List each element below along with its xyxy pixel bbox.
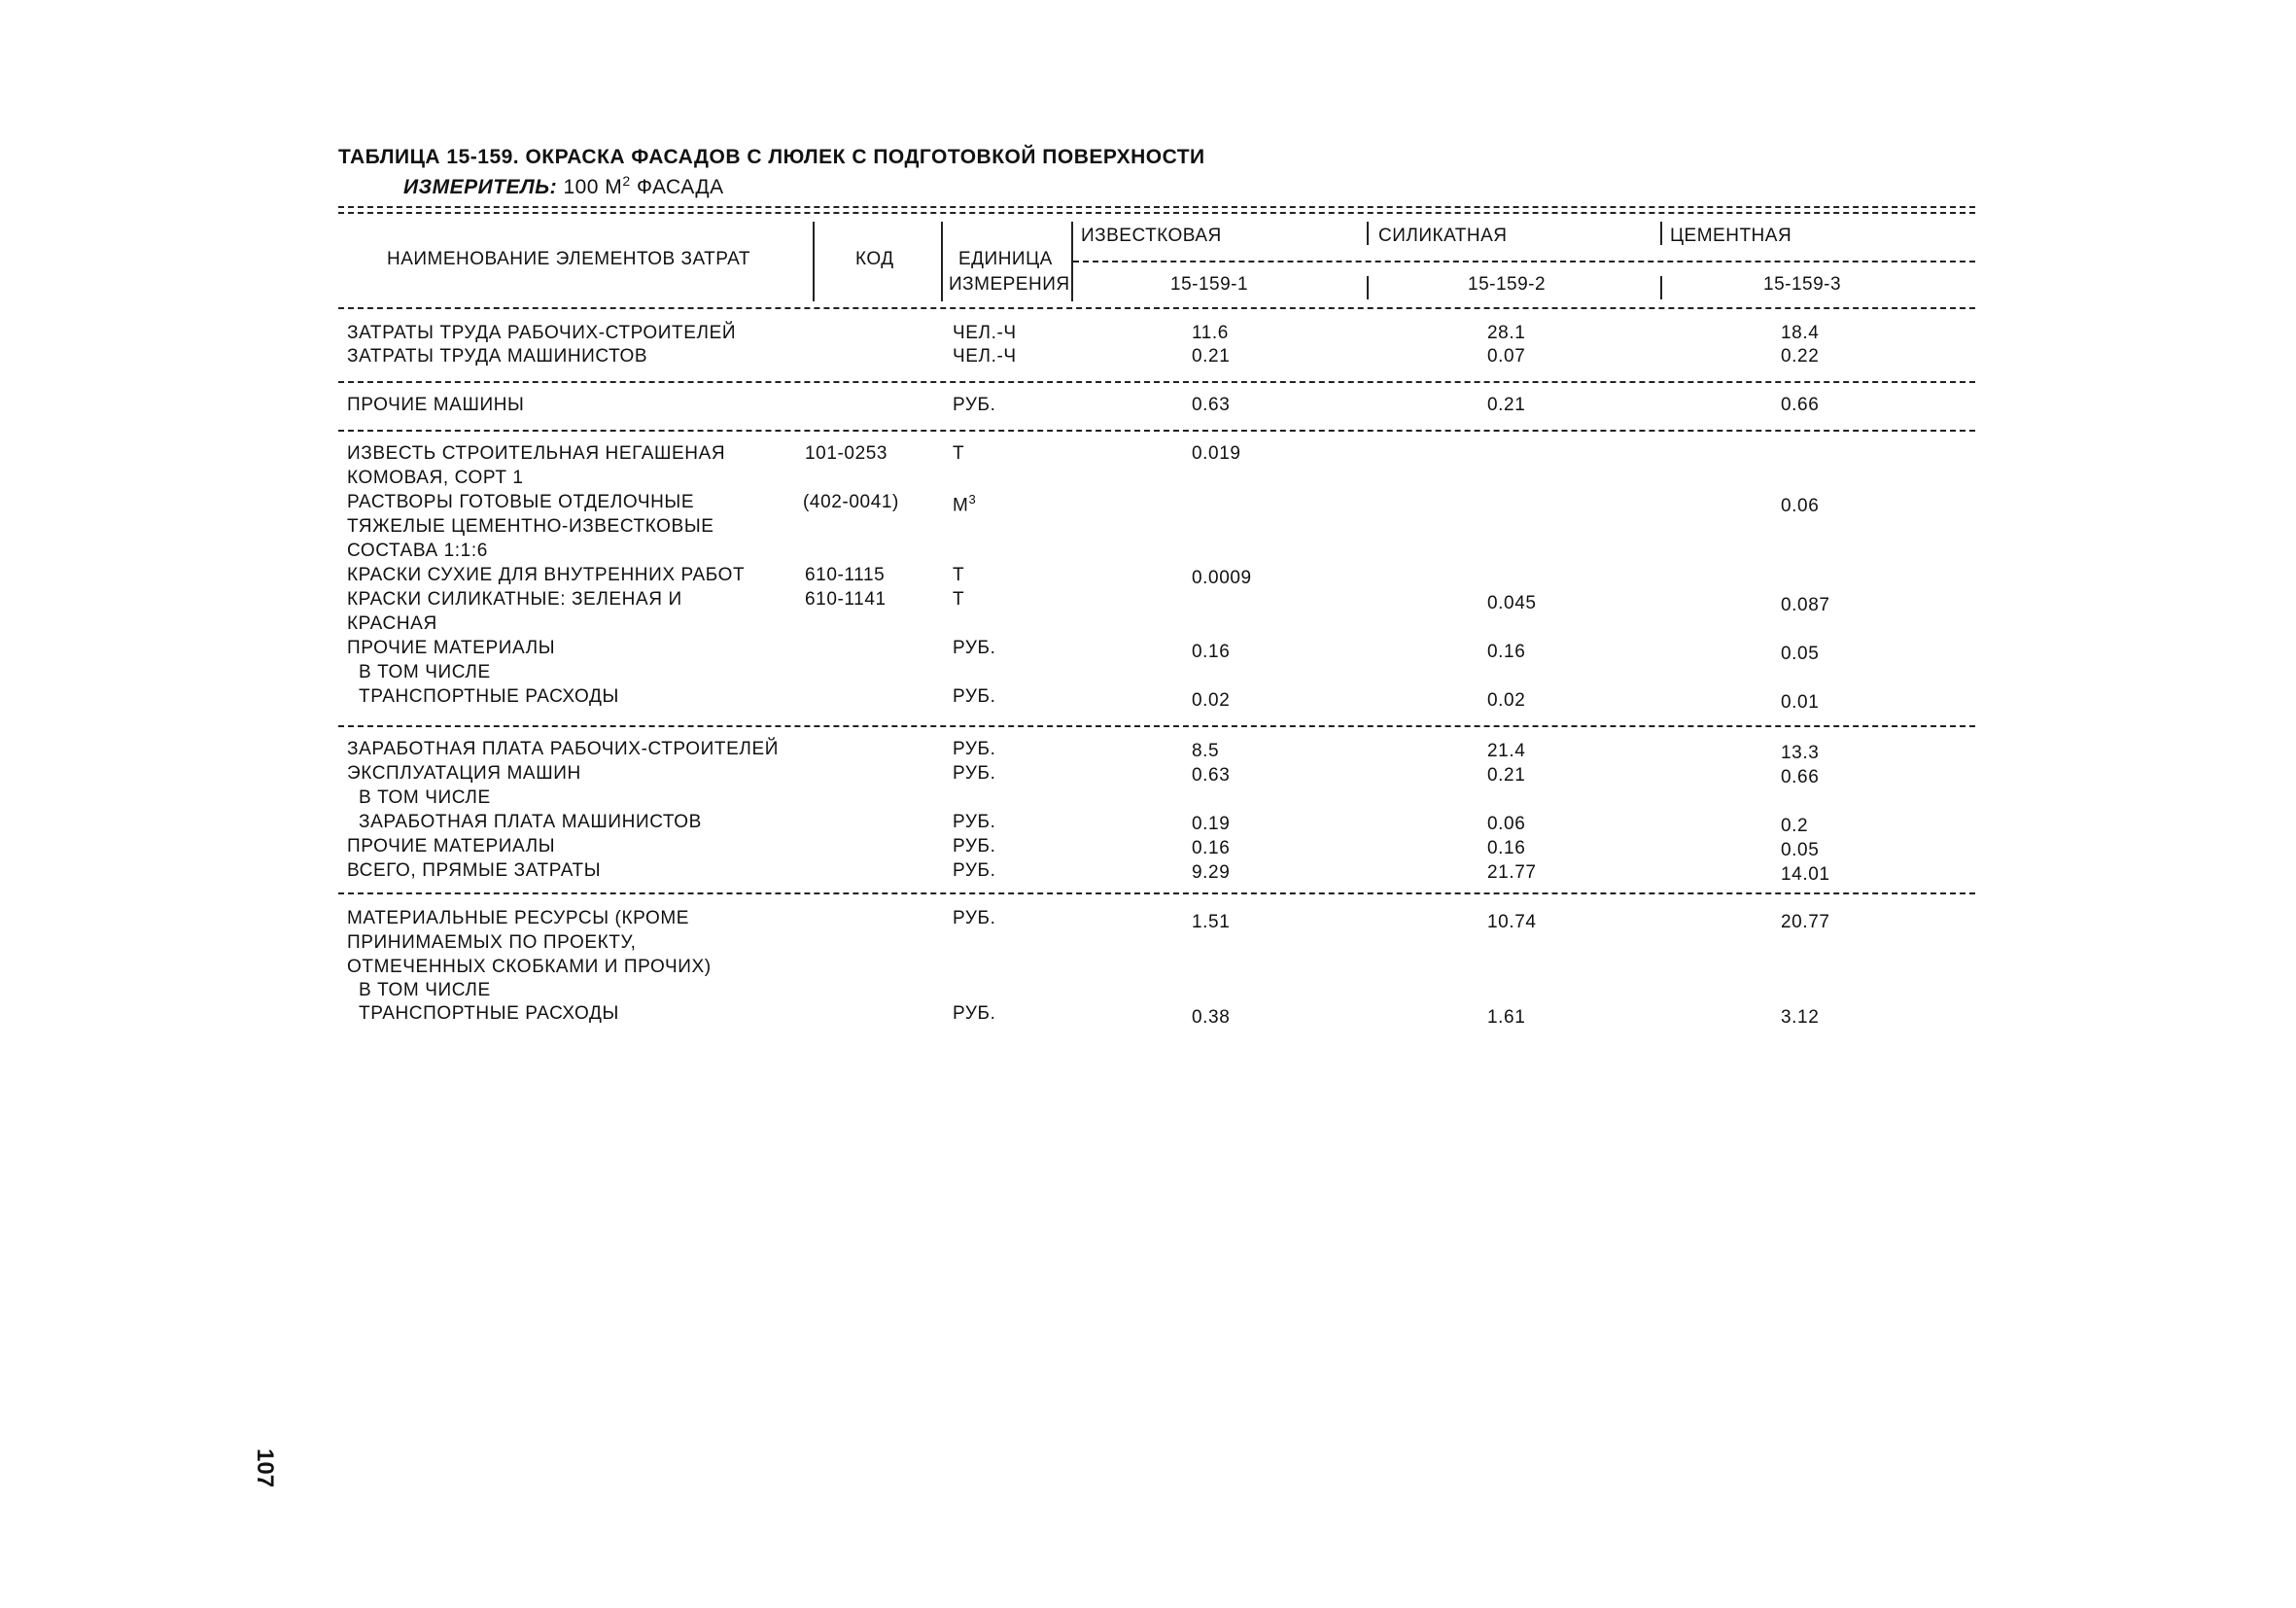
row-value: 0.05 (1781, 840, 1820, 860)
row-value: 0.16 (1487, 838, 1526, 858)
row-value: 0.05 (1781, 644, 1820, 664)
row-value: 0.66 (1781, 767, 1820, 787)
row-name: ЗАТРАТЫ ТРУДА РАБОЧИХ-СТРОИТЕЛЕЙ (347, 323, 737, 343)
header-col3-code: 15-159-3 (1763, 274, 1842, 295)
row-value: 0.2 (1781, 816, 1809, 836)
header-separator (1660, 222, 1662, 245)
row-value: 0.21 (1487, 765, 1526, 786)
divider (338, 307, 1975, 309)
row-name-continued: СОСТАВА 1:1:6 (347, 541, 488, 561)
row-value: 8.5 (1192, 741, 1220, 761)
row-unit: ЧЕЛ.-Ч (953, 346, 1017, 367)
row-name: МАТЕРИАЛЬНЫЕ РЕСУРСЫ (КРОМЕ (347, 908, 690, 928)
row-value: 0.66 (1781, 395, 1820, 415)
row-name: ТРАНСПОРТНЫЕ РАСХОДЫ (359, 1003, 619, 1024)
row-name: ЗАРАБОТНАЯ ПЛАТА РАБОЧИХ-СТРОИТЕЛЕЙ (347, 739, 779, 759)
header-unit-line1: ЕДИНИЦА (958, 249, 1053, 269)
divider (338, 212, 1975, 214)
row-value: 0.38 (1192, 1007, 1231, 1028)
row-value: 3.12 (1781, 1007, 1820, 1028)
row-unit: РУБ. (953, 812, 996, 832)
row-value: 13.3 (1781, 743, 1820, 763)
row-value: 0.02 (1487, 690, 1526, 711)
divider (338, 725, 1975, 727)
row-value: 0.21 (1192, 346, 1231, 367)
row-unit: РУБ. (953, 836, 996, 856)
row-value: 10.74 (1487, 912, 1537, 932)
row-unit: Т (953, 443, 965, 464)
row-unit (953, 492, 976, 516)
row-value: 1.51 (1192, 912, 1231, 932)
row-name: ИЗВЕСТЬ СТРОИТЕЛЬНАЯ НЕГАШЕНАЯ (347, 443, 726, 464)
header-separator (941, 222, 943, 301)
row-value: 0.22 (1781, 346, 1820, 367)
header-code: КОД (855, 249, 894, 269)
row-value: 0.087 (1781, 595, 1830, 615)
header-separator (813, 222, 815, 301)
row-name-continued: ОТМЕЧЕННЫХ СКОБКАМИ И ПРОЧИХ) (347, 957, 712, 977)
header-separator (1367, 222, 1369, 245)
row-name: ЗАТРАТЫ ТРУДА МАШИНИСТОВ (347, 346, 648, 367)
row-unit: РУБ. (953, 686, 996, 707)
row-value: 0.63 (1192, 765, 1231, 786)
row-value: 0.045 (1487, 593, 1537, 613)
row-name: КРАСКИ СИЛИКАТНЫЕ: ЗЕЛЕНАЯ И (347, 589, 682, 610)
row-unit: ЧЕЛ.-Ч (953, 323, 1017, 343)
row-unit: РУБ. (953, 860, 996, 881)
row-unit: Т (953, 589, 965, 610)
measure-suffix: ФАСАДА (636, 176, 724, 198)
row-subheading: В ТОМ ЧИСЛЕ (359, 662, 491, 682)
measure-exponent: 2 (622, 173, 631, 189)
row-name-continued: КОМОВАЯ, СОРТ 1 (347, 468, 524, 488)
row-unit: Т (953, 565, 965, 585)
row-name: ЗАРАБОТНАЯ ПЛАТА МАШИНИСТОВ (359, 812, 702, 832)
divider (338, 381, 1975, 383)
row-value: 0.06 (1487, 814, 1526, 834)
header-col1-code: 15-159-1 (1170, 274, 1249, 295)
row-value: 0.21 (1487, 395, 1526, 415)
row-value: 18.4 (1781, 323, 1820, 343)
row-value: 20.77 (1781, 912, 1830, 932)
header-separator (1367, 276, 1369, 299)
row-unit: РУБ. (953, 908, 996, 928)
row-value: 0.01 (1781, 692, 1820, 713)
row-unit: РУБ. (953, 739, 996, 759)
row-value: 14.01 (1781, 864, 1830, 885)
row-name: ПРОЧИЕ МАТЕРИАЛЫ (347, 836, 556, 856)
row-name: ВСЕГО, ПРЯМЫЕ ЗАТРАТЫ (347, 860, 602, 881)
row-unit: РУБ. (953, 638, 996, 658)
row-unit: РУБ. (953, 395, 996, 415)
row-value: 1.61 (1487, 1007, 1526, 1028)
row-name-continued: КРАСНАЯ (347, 613, 437, 634)
row-subheading: В ТОМ ЧИСЛЕ (359, 787, 491, 808)
row-name-continued: ТЯЖЕЛЫЕ ЦЕМЕНТНО-ИЗВЕСТКОВЫЕ (347, 516, 714, 537)
header-unit-line2: ИЗМЕРЕНИЯ (949, 274, 1070, 295)
header-col1-name: ИЗВЕСТКОВАЯ (1081, 226, 1222, 246)
row-code: 610-1141 (805, 589, 887, 610)
row-value: 0.019 (1192, 443, 1241, 464)
measure-value: 100 М (563, 176, 623, 198)
row-subheading: В ТОМ ЧИСЛЕ (359, 980, 491, 1000)
row-value: 0.16 (1192, 838, 1231, 858)
row-code: 101-0253 (805, 443, 888, 464)
row-value: 11.6 (1192, 323, 1229, 343)
divider (338, 206, 1975, 208)
row-name: КРАСКИ СУХИЕ ДЛЯ ВНУТРЕННИХ РАБОТ (347, 565, 746, 585)
row-value: 0.63 (1192, 395, 1231, 415)
row-name: ЭКСПЛУАТАЦИЯ МАШИН (347, 763, 581, 784)
row-value: 0.19 (1192, 814, 1231, 834)
row-value: 28.1 (1487, 323, 1526, 343)
row-name: ПРОЧИЕ МАШИНЫ (347, 395, 525, 415)
row-unit: РУБ. (953, 763, 996, 784)
row-value: 0.16 (1192, 642, 1231, 662)
row-value: 0.02 (1192, 690, 1231, 711)
measure-line (403, 173, 724, 199)
row-name: ТРАНСПОРТНЫЕ РАСХОДЫ (359, 686, 619, 707)
row-value: 0.07 (1487, 346, 1526, 367)
row-name: РАСТВОРЫ ГОТОВЫЕ ОТДЕЛОЧНЫЕ (347, 492, 695, 512)
row-value: 0.06 (1781, 496, 1820, 516)
header-inner-divider (1073, 261, 1975, 262)
row-unit: РУБ. (953, 1003, 996, 1024)
row-value: 0.0009 (1192, 568, 1252, 588)
divider (338, 430, 1975, 432)
header-col2-code: 15-159-2 (1468, 274, 1547, 295)
row-code: (402-0041) (803, 492, 899, 512)
page-number: 107 (252, 1449, 278, 1488)
row-name: ПРОЧИЕ МАТЕРИАЛЫ (347, 638, 556, 658)
row-value: 21.4 (1487, 741, 1526, 761)
row-value: 0.16 (1487, 642, 1526, 662)
row-code: 610-1115 (805, 565, 886, 585)
row-name-continued: ПРИНИМАЕМЫХ ПО ПРОЕКТУ, (347, 932, 637, 953)
measure-label: ИЗМЕРИТЕЛЬ: (403, 176, 558, 198)
row-unit-exponent: 3 (968, 492, 977, 507)
table-title: ТАБЛИЦА 15-159. ОКРАСКА ФАСАДОВ С ЛЮЛЕК С ПОДГОТОВКОЙ ПОВЕРХНОСТИ (338, 146, 1205, 168)
row-value: 21.77 (1487, 862, 1537, 883)
divider (338, 892, 1975, 894)
header-col2-name: СИЛИКАТНАЯ (1378, 226, 1508, 246)
row-value: 9.29 (1192, 862, 1231, 883)
header-separator (1660, 276, 1662, 299)
header-col3-name: ЦЕМЕНТНАЯ (1670, 226, 1792, 246)
header-name: НАИМЕНОВАНИЕ ЭЛЕМЕНТОВ ЗАТРАТ (387, 249, 750, 269)
row-unit-base: М (953, 495, 969, 516)
